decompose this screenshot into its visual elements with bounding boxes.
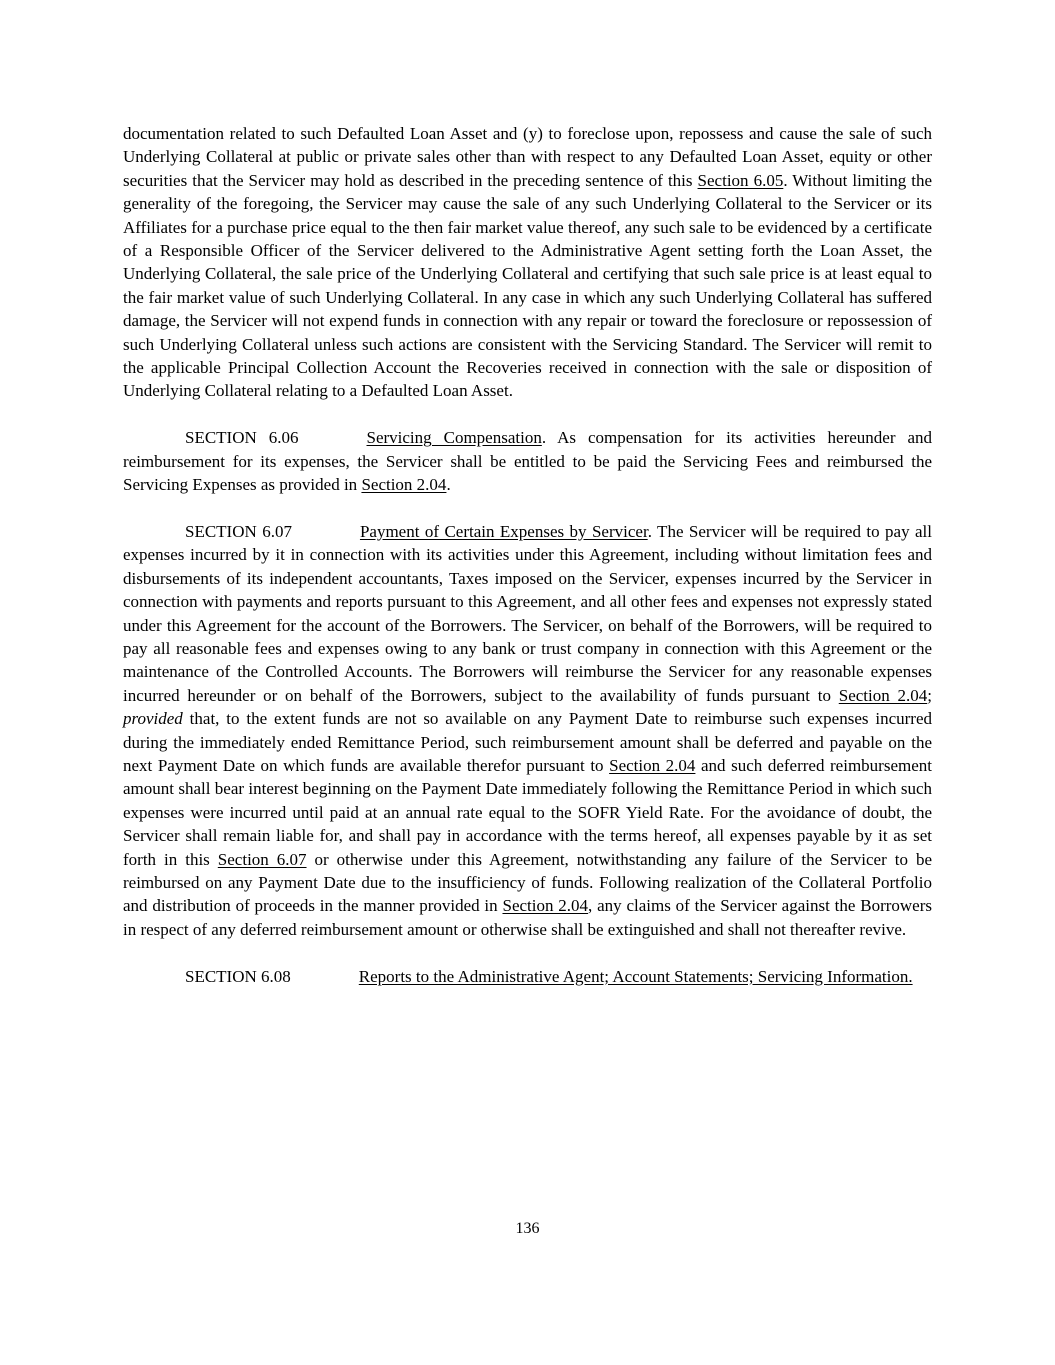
text-run: SECTION 6.06: [185, 428, 299, 448]
paragraph-section-6-08: [123, 965, 932, 988]
underlined-text: Section 6.07: [217, 849, 307, 869]
underlined-text: Section 2.04: [361, 475, 447, 495]
text-run: . Without limiting the generality of the foregoing, the Servicer may cause the sale of any such Underlying Collateral to the Servicer or its Affiliates for a purchase price equal to the then fair market value thereof, any such sale to be evidenced by a certificate of a Responsible Officer of the Servicer delivered to the Administrative Agent setting forth the Loan Asset, the Underlying Collateral, the sale price of the Underlying Collateral and certifying that such sale price is at least equal to the fair market value of such Underlying Collateral. In any case in which any such Underlying Collateral has suffered damage, the Servicer will not expend funds in connection with any repair or toward the foreclosure or repossession of such Underlying Collateral unless such actions are consistent with the Servicing Standard. The Servicer will remit to the applicable Principal Collection Account the Recoveries received in connection with the sale or disposition of Underlying Collateral relating to a Defaulted Loan Asset.: [123, 170, 932, 401]
text-run: SECTION 6.07: [185, 521, 292, 541]
underlined-text: Reports to the Administrative Agent; Account Statements; Servicing Information.: [358, 966, 913, 986]
document-body: [123, 122, 932, 1011]
underlined-text: Section 6.05: [697, 170, 784, 190]
text-run: SECTION 6.08: [185, 966, 291, 986]
text-run: . The Servicer will be required to pay all expenses incurred by it in connection with its activities under this Agreement, including without limitation fees and disbursements of its independent accountants, Taxes imposed on the Servicer, expenses incurred by the Servicer in connection with payments and reports pursuant to this Agreement, and all other fees and expenses not expressly stated under this Agreement for the account of the Borrowers. The Servicer, on behalf of the Borrowers, will be required to pay all reasonable fees and expenses owing to any bank or trust company in connection with this Agreement or the maintenance of the Controlled Accounts. The Borrowers will reimburse the Servicer for any reasonable expenses incurred hereunder or on behalf of the Borrowers, subject to the availability of funds pursuant to: [123, 521, 932, 705]
text-run: that, to the extent funds are not so available on any Payment Date to reimburse such expenses incurred during the immediately ended Remittance Period, such reimbursement amount shall be deferred and payable on the next Payment Date on which funds are available therefor pursuant to: [123, 709, 932, 775]
text-run: documentation related to such Defaulted Loan Asset and (y) to foreclose upon, repossess and cause the sale of such Underlying Collateral at public or private sales other than with respect to any Defaulted Loan Asset, equity or other securities that the Servicer may hold as described in the preceding sentence of this: [123, 124, 932, 190]
text-run: . As compensation for its activities hereunder and reimbursement for its expenses, the Servicer shall be entitled to be paid the Servicing Fees and reimbursed the Servicing Expenses as provided in: [123, 428, 932, 495]
text-run: or otherwise under this Agreement, notwithstanding any failure of the Servicer to be reimbursed on any Payment Date due to the insufficiency of funds. Following realization of the Collateral Portfolio and distribution of proceeds in the manner provided in: [123, 849, 932, 916]
text-run: and such deferred reimbursement amount shall bear interest beginning on the Payment Date immediately following the Remittance Period in which such expenses were incurred until paid at an annual rate equal to the SOFR Yield Rate. For the avoidance of doubt, the Servicer shall remain liable for, and shall pay in accordance with the terms hereof, all expenses payable by it as set forth in this: [123, 755, 932, 869]
underlined-text: Payment of Certain Expenses by Servicer: [359, 521, 648, 541]
paragraph-section-6-05-continuation: [123, 122, 932, 403]
underlined-text: Section 2.04: [838, 685, 928, 705]
page-number: 136: [515, 1220, 540, 1237]
text-run: .: [446, 475, 451, 495]
italic-text: provided: [123, 709, 183, 729]
text-run: , any claims of the Servicer against the Borrowers in respect of any deferred reimbursement amount or otherwise shall be extinguished and shall not thereafter revive.: [123, 896, 932, 939]
paragraph-section-6-07: [123, 520, 932, 941]
underlined-text: Section 2.04: [502, 896, 589, 916]
paragraph-section-6-06: [123, 426, 932, 496]
underlined-text: Section 2.04: [609, 755, 696, 775]
underlined-text: Servicing Compensation: [366, 428, 542, 448]
text-run: ;: [927, 685, 932, 705]
